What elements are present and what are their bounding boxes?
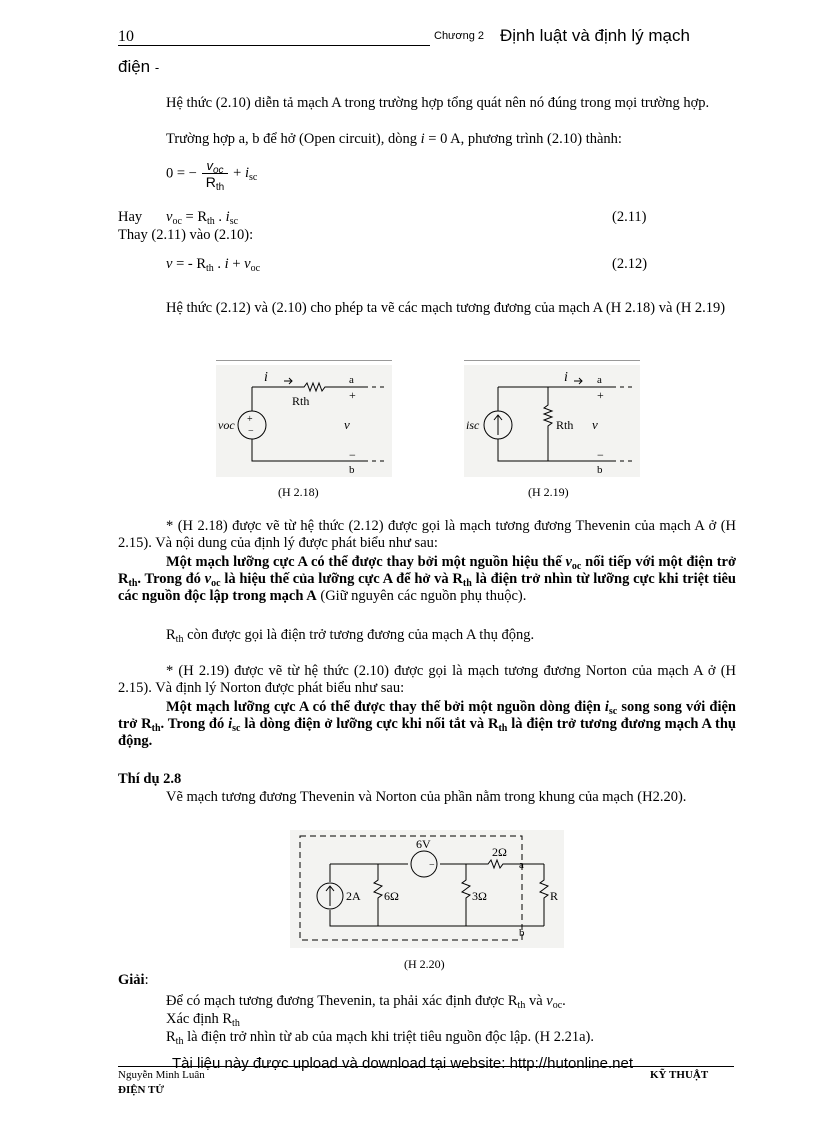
equation-2-number: (2.11) <box>612 209 647 225</box>
thevenin-circuit-diagram <box>216 365 392 477</box>
paragraph-2: Trường hợp a, b để hở (Open circuit), dòng i = 0 A, phương trình (2.10) thành: <box>166 131 622 147</box>
minus-sign: − <box>349 448 356 462</box>
terminal-b: b <box>597 464 603 476</box>
example-circuit-diagram <box>290 830 564 948</box>
footer-dt: ĐIỆN TỬ <box>118 1084 165 1096</box>
chapter-label: Chương 2 <box>434 30 485 42</box>
footer-kt: KỸ THUẬT <box>650 1069 709 1081</box>
source-plus: + <box>247 414 253 425</box>
voltage-label: v <box>344 417 350 432</box>
source-minus: − <box>429 860 435 871</box>
source-label: voc <box>218 418 235 432</box>
solution-label: Giải: <box>118 972 149 988</box>
terminal-b: b <box>519 927 525 939</box>
footer-author: Nguyễn Minh Luân <box>118 1069 205 1081</box>
paragraph-5: $R_{th}$ còn được gọi là điện trở tương đương của mạch A thụ động. <box>166 627 535 645</box>
thevenin-theorem: Một mạch lưỡng cực A có thể được thay bởi một nguồn hiệu thế $v_{oc}$ nối tiếp với một điện trở $R_{th}$. Trong đó $v_{oc}$ là hiệu thế của lưỡng cực A để hở và $R_{th}$ là điện trở nhìn từ lưỡng cực khi triệt tiêu các nguồn độc lập trong mạch A (Giữ nguyên các nguồn phụ thuộc). <box>118 554 737 604</box>
label-6v: 6V <box>416 837 431 851</box>
current-label: i <box>264 370 268 385</box>
figure-218-rule <box>216 360 392 361</box>
equation-3-number: (2.12) <box>612 256 648 272</box>
paragraph-4: * (H 2.18) được vẽ từ hệ thức (2.12) được gọi là mạch tương đương Thevenin của mạch A ở (H 2.15). Và nội dung của định lý được phát biểu như sau: <box>118 518 736 551</box>
voltage-label: v <box>592 417 598 432</box>
equation-3: v = - $R_{th}$ . $i + v_{oc}$ <box>166 256 261 274</box>
plus-sign: + <box>349 388 356 402</box>
resistor-label: Rth <box>292 394 310 408</box>
equation-1: 0 = − $\frac{v_{oc}}{R_{th}}$ + $i_{sc}$ <box>166 158 258 193</box>
paragraph-3: Hệ thức (2.12) và (2.10) cho phép ta vẽ các mạch tương đương của mạch A (H 2.18) và (H 2.19) <box>166 300 726 316</box>
solution-line-1: Để có mạch tương đương Thevenin, ta phải xác định được $R_{th}$ và $v_{oc}$. <box>166 993 566 1011</box>
terminal-b: b <box>349 464 355 476</box>
fraction <box>202 158 227 193</box>
figure-219-rule <box>464 360 640 361</box>
source-minus: − <box>248 426 254 437</box>
label-2a: 2A <box>346 889 361 903</box>
solution-line-2: Xác định $R_{th}$ <box>166 1011 240 1029</box>
resistor-label: Rth <box>556 418 574 432</box>
minus-sign: − <box>597 448 604 462</box>
source-label: isc <box>466 418 480 432</box>
chapter-title-continued: điện - <box>118 57 160 76</box>
norton-circuit-diagram <box>464 365 640 477</box>
caption-219: (H 2.19) <box>528 485 569 499</box>
equation-2: $v_{oc} = R_{th}$ . $i_{sc}$ <box>166 209 239 227</box>
caption-218: (H 2.18) <box>278 485 319 499</box>
page-number: 10 <box>118 28 134 45</box>
paragraph-6: * (H 2.19) được vẽ từ hệ thức (2.10) được gọi là mạch tương đương Norton của mạch A ở (H 2.15). Và định lý Norton được phát biểu như sau: <box>118 663 736 696</box>
hay-label: Hay <box>118 209 143 225</box>
plus-sign: + <box>597 388 604 402</box>
footer-url[interactable]: Tài liệu này được upload và download tại website: http://hutonline.net <box>172 1055 634 1072</box>
label-2ohm: 2Ω <box>492 845 507 859</box>
terminal-a: a <box>597 374 602 386</box>
label-6ohm: 6Ω <box>384 889 399 903</box>
label-3ohm: 3Ω <box>472 889 487 903</box>
paragraph-1: Hệ thức (2.10) diễn tả mạch A trong trường hợp tổng quát nên nó đúng trong mọi trường hợp. <box>166 95 710 111</box>
paragraph-7: Vẽ mạch tương đương Thevenin và Norton của phần nằm trong khung của mạch (H2.20). <box>166 789 687 805</box>
label-r: R <box>550 889 559 903</box>
header-rule <box>118 45 430 46</box>
solution-line-3: $R_{th}$ là điện trở nhìn từ ab của mạch khi triệt tiêu nguồn độc lập. (H 2.21a). <box>166 1029 594 1047</box>
current-label: i <box>564 370 568 385</box>
example-title: Thí dụ 2.8 <box>118 771 182 787</box>
terminal-a: a <box>349 374 354 386</box>
thay-line: Thay (2.11) vào (2.10): <box>118 227 254 243</box>
terminal-a: a <box>519 859 524 871</box>
fraction-denominator: $R_{th}$ <box>205 174 225 193</box>
norton-theorem: Một mạch lưỡng cực A có thể được thay thế bởi một nguồn dòng điện $i_{sc}$ song song với điện trở $R_{th}$. Trong đó $i_{sc}$ là dòng điện ở lưỡng cực khi nối tắt và $R_{th}$ là điện trở tương đương mạch A thụ động. <box>118 699 736 749</box>
fraction-numerator: $v_{oc}$ <box>202 158 227 174</box>
caption-220: (H 2.20) <box>404 957 445 971</box>
chapter-title: Định luật và định lý mạch <box>500 26 690 45</box>
